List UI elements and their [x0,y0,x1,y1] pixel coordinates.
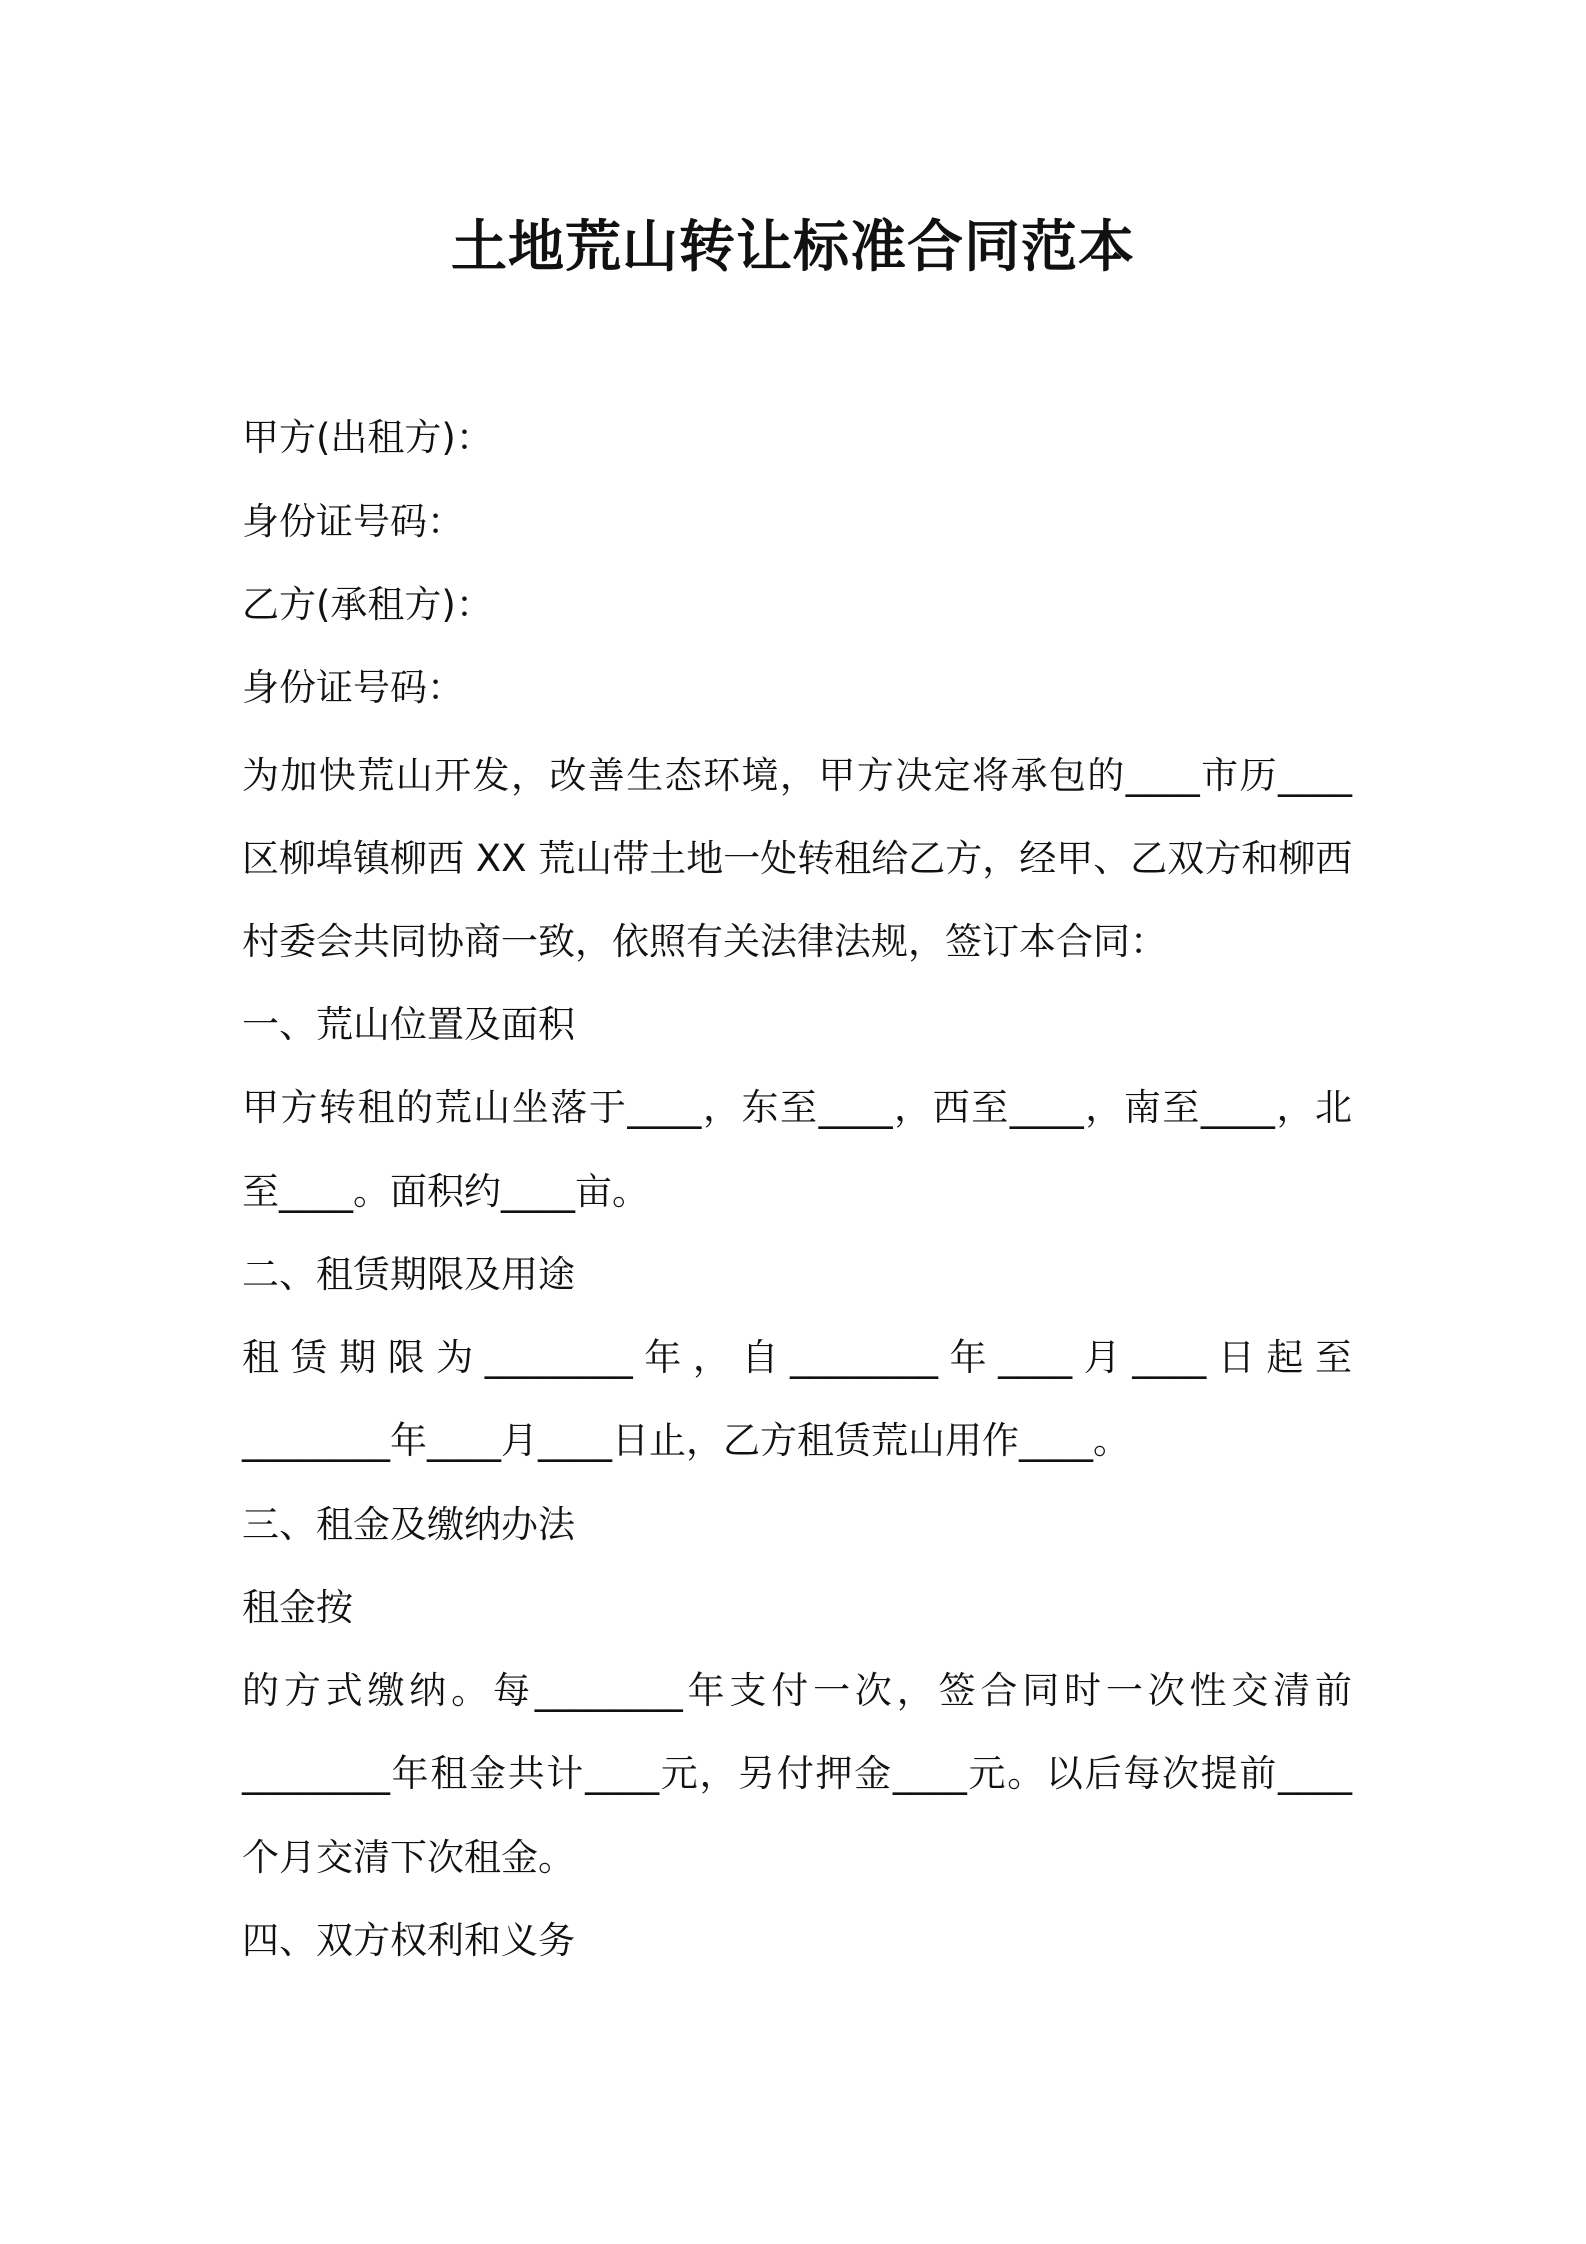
section-3-line-3: ________年租金共计____元，另付押金____元。以后每次提前____ [242,1752,1352,1795]
section-2-line-2: ________年____月____日止，乙方租赁荒山用作____。 [242,1419,1130,1462]
document-title: 土地荒山转让标准合同范本 [451,215,1135,280]
party-a-id-label: 身份证号码： [242,500,464,543]
preamble-line-3: 村委会共同协商一致，依照有关法律法规，签订本合同： [242,920,1167,963]
section-1-heading: 一、荒山位置及面积 [242,1003,575,1046]
section-3-line-4: 个月交清下次租金。 [242,1836,575,1879]
section-3-heading: 三、租金及缴纳办法 [242,1503,575,1546]
party-a-label: 甲方(出租方)： [242,416,493,459]
section-4-heading: 四、双方权利和义务 [242,1919,575,1962]
section-3-line-1: 租金按 [242,1586,353,1629]
party-b-label: 乙方(承租方)： [242,583,493,626]
section-1-line-2: 至____。面积约____亩。 [242,1170,649,1213]
section-3-line-2: 的方式缴纳。每________年支付一次，签合同时一次性交清前 [242,1669,1352,1712]
party-b-id-label: 身份证号码： [242,666,464,709]
preamble-line-1: 为加快荒山开发，改善生态环境，甲方决定将承包的____市历____ [242,754,1352,797]
section-1-line-1: 甲方转租的荒山坐落于____，东至____，西至____，南至____，北 [242,1086,1352,1129]
section-2-line-1: 租赁期限为________年，自________年____月____日起至 [242,1336,1352,1379]
preamble-line-2: 区柳埠镇柳西 XX 荒山带土地一处转租给乙方，经甲、乙双方和柳西 [242,837,1353,880]
section-2-heading: 二、租赁期限及用途 [242,1253,575,1296]
